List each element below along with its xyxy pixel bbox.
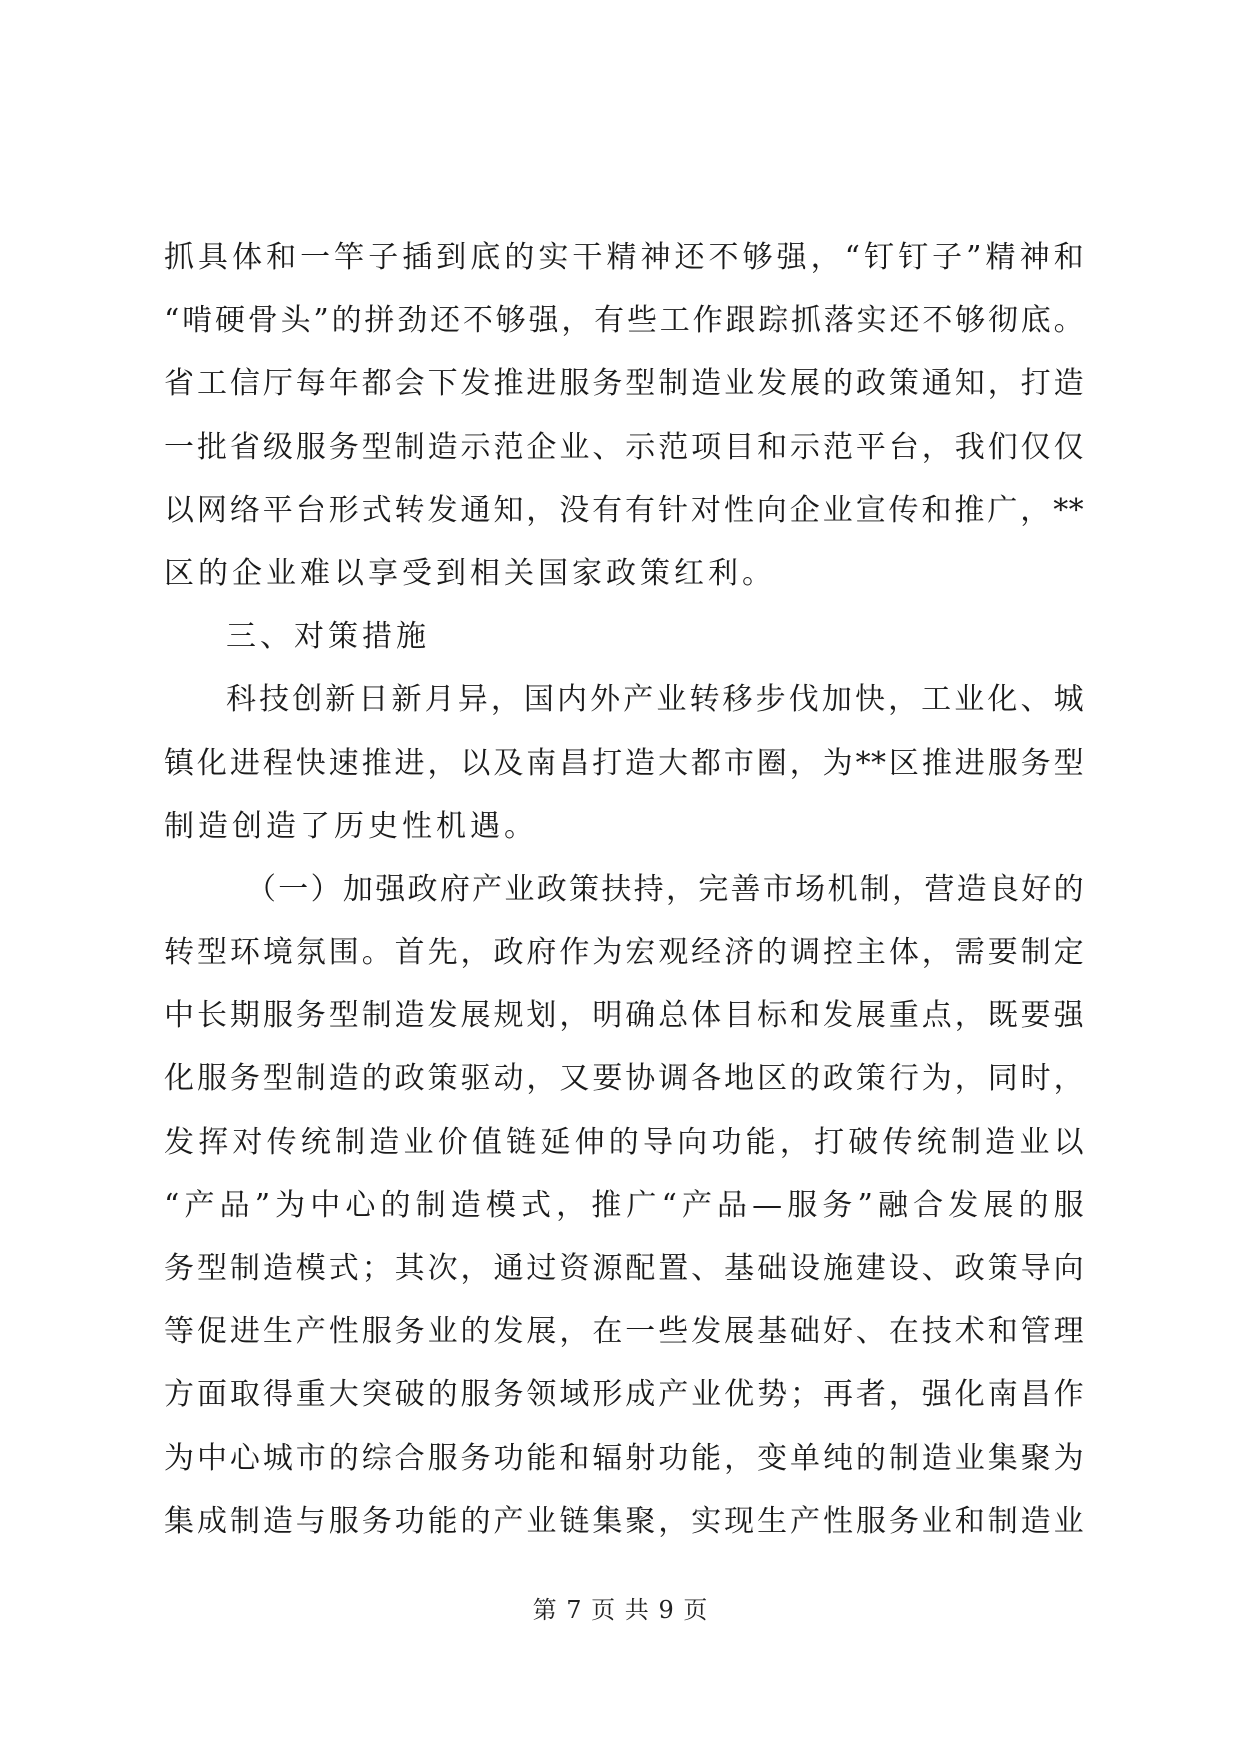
text-line: 化服务型制造的政策驱动，又要协调各地区的政策行为，同时， — [164, 1061, 1084, 1097]
text-line: 抓具体和一竿子插到底的实干精神还不够强，“钉钉子”精神和 — [164, 240, 1084, 275]
text-line: 为中心城市的综合服务功能和辐射功能，变单纯的制造业集聚为 — [164, 1440, 1084, 1476]
text-line: 省工信厅每年都会下发推进服务型制造业发展的政策通知，打造 — [164, 366, 1084, 402]
text-line: 集成制造与服务功能的产业链集聚，实现生产性服务业和制造业 — [164, 1503, 1084, 1539]
text-line: 发挥对传统制造业价值链延伸的导向功能，打破传统制造业以 — [164, 1124, 1084, 1160]
text-line: 方面取得重大突破的服务领域形成产业优势；再者，强化南昌作 — [164, 1377, 1084, 1413]
text-line: 以网络平台形式转发通知，没有有针对性向企业宣传和推广，** — [164, 492, 1084, 528]
text-line: 一批省级服务型制造示范企业、示范项目和示范平台，我们仅仅 — [164, 429, 1084, 465]
text-line: 制造创造了历史性机遇。 — [164, 808, 538, 844]
page-number-footer: 第 7 页 共 9 页 — [532, 1596, 709, 1624]
text-line: 转型环境氛围。首先，政府作为宏观经济的调控主体，需要制定 — [164, 935, 1084, 971]
text-line: 区的企业难以享受到相关国家政策红利。 — [164, 555, 776, 591]
document-body — [164, 226, 1084, 1553]
text-line: 中长期服务型制造发展规划，明确总体目标和发展重点，既要强 — [164, 998, 1084, 1034]
text-line: 务型制造模式；其次，通过资源配置、基础设施建设、政策导向 — [164, 1251, 1084, 1286]
text-line: 科技创新日新月异，国内外产业转移步伐加快，工业化、城 — [226, 682, 1084, 718]
text-line: 镇化进程快速推进，以及南昌打造大都市圈，为**区推进服务型 — [164, 745, 1084, 781]
section-heading: 三、对策措施 — [226, 619, 430, 655]
text-line: “啃硬骨头”的拼劲还不够强，有些工作跟踪抓落实还不够彻底。 — [164, 303, 1084, 339]
text-line: “产品”为中心的制造模式，推广“产品—服务”融合发展的服 — [164, 1187, 1084, 1223]
text-line: 等促进生产性服务业的发展，在一些发展基础好、在技术和管理 — [164, 1314, 1084, 1350]
text-line: （一）加强政府产业政策扶持，完善市场机制，营造良好的 — [246, 871, 1084, 907]
